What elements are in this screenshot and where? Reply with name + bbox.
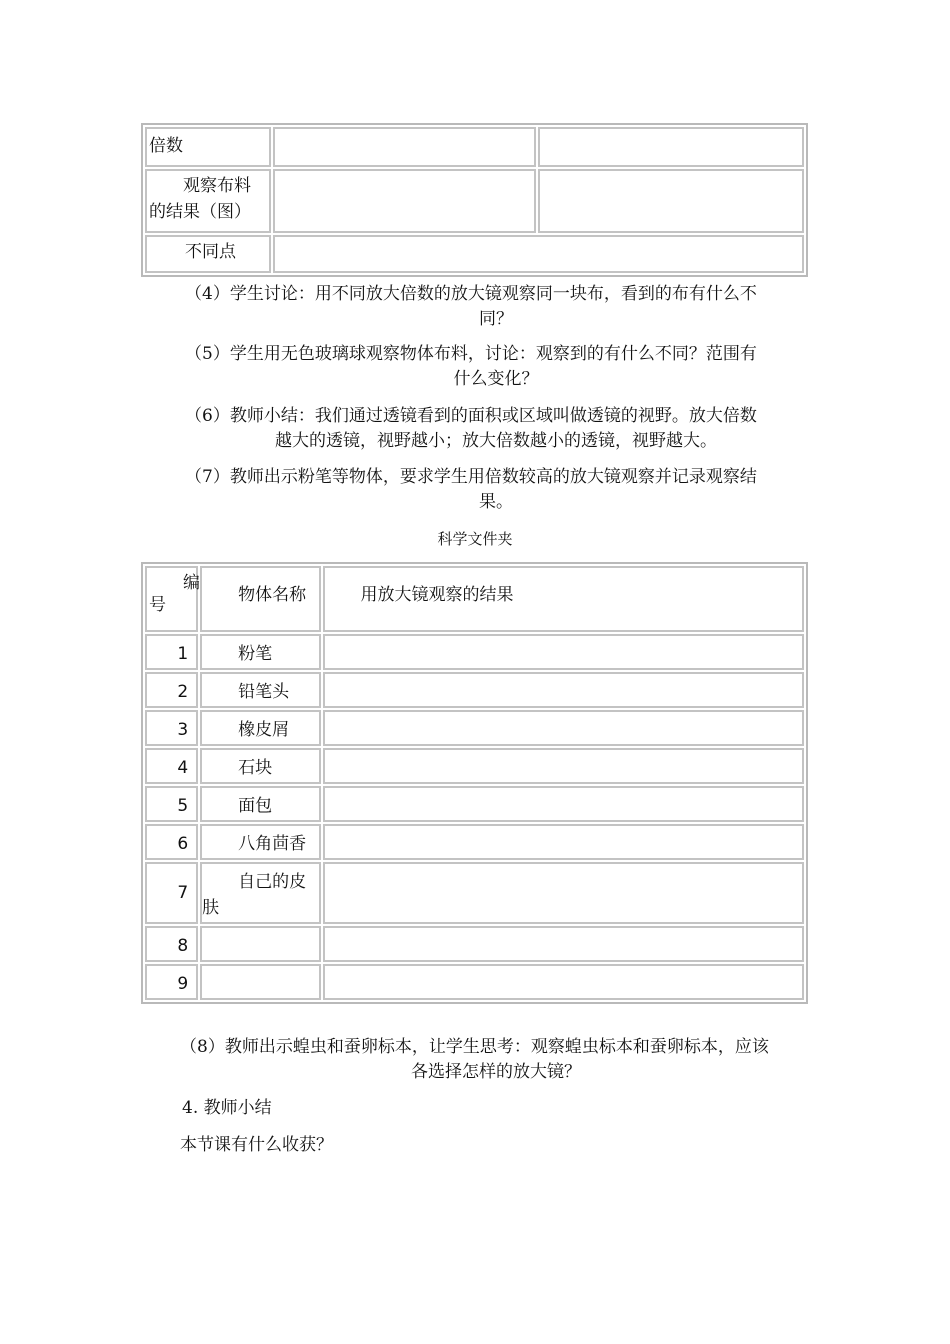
row-number: 8 [145, 926, 198, 962]
comparison-table [141, 123, 808, 277]
result-cell [323, 964, 804, 1000]
result-cell [323, 672, 804, 708]
header-number: 编 号 [145, 566, 198, 632]
table-cell [273, 169, 536, 233]
result-cell [323, 786, 804, 822]
row-label-cloth-result: 观察布料 的结果（图） [145, 169, 271, 233]
row-number: 6 [145, 824, 198, 860]
header-object-name: 物体名称 [200, 566, 320, 632]
table-row [145, 127, 804, 167]
object-name: 石块 [200, 748, 320, 784]
result-cell [323, 710, 804, 746]
table-row [145, 926, 804, 962]
object-name: 粉笔 [200, 634, 320, 670]
table-row [145, 634, 804, 670]
table-row [145, 169, 804, 233]
table-cell [538, 169, 804, 233]
object-name: 面包 [200, 786, 320, 822]
row-number: 5 [145, 786, 198, 822]
table-row [145, 786, 804, 822]
object-name: 八角茴香 [200, 824, 320, 860]
closing-question: 本节课有什么收获？ [180, 1135, 333, 1155]
row-number: 9 [145, 964, 198, 1000]
object-name: 橡皮屑 [200, 710, 320, 746]
row-label-differences: 不同点 [145, 235, 271, 273]
row-number: 4 [145, 748, 198, 784]
paragraph-5: （5）学生用无色玻璃球观察物体布料，讨论：观察到的有什么不同？范围有 什么变化？ [185, 344, 757, 389]
row-number: 1 [145, 634, 198, 670]
observation-table [141, 562, 808, 1004]
paragraph-6: （6）教师小结：我们通过透镜看到的面积或区域叫做透镜的视野。放大倍数 越大的透镜，视野越小；放大倍数越小的透镜，视野越大。 [185, 406, 757, 451]
table-cell [273, 127, 536, 167]
row-number: 7 [145, 862, 198, 924]
summary-heading: 4. 教师小结 [182, 1098, 272, 1118]
table-row [145, 748, 804, 784]
table-cell [273, 235, 804, 273]
object-name [200, 964, 320, 1000]
object-name: 铅笔头 [200, 672, 320, 708]
paragraph-4: （4）学生讨论：用不同放大倍数的放大镜观察同一块布，看到的布有什么不 同？ [185, 284, 757, 329]
row-number: 3 [145, 710, 198, 746]
object-name [200, 926, 320, 962]
paragraph-8: （8）教师出示蝗虫和蚕卵标本，让学生思考：观察蝗虫标本和蚕卵标本，应该 各选择怎样的放大镜？ [180, 1037, 769, 1082]
paragraph-7: （7）教师出示粉笔等物体，要求学生用倍数较高的放大镜观察并记录观察结 果。 [185, 467, 757, 512]
table-header-row [145, 566, 804, 632]
table-row [145, 235, 804, 273]
result-cell [323, 748, 804, 784]
result-cell [323, 824, 804, 860]
table-cell [538, 127, 804, 167]
table-row [145, 862, 804, 924]
object-name: 自己的皮 肤 [200, 862, 320, 924]
row-number: 2 [145, 672, 198, 708]
result-cell [323, 862, 804, 924]
table-caption: 科学文件夹 [437, 530, 513, 548]
header-result: 用放大镜观察的结果 [323, 566, 804, 632]
row-label-magnification: 倍数 [145, 127, 271, 167]
table-row [145, 824, 804, 860]
table-row [145, 672, 804, 708]
result-cell [323, 634, 804, 670]
result-cell [323, 926, 804, 962]
table-row [145, 964, 804, 1000]
table-row [145, 710, 804, 746]
